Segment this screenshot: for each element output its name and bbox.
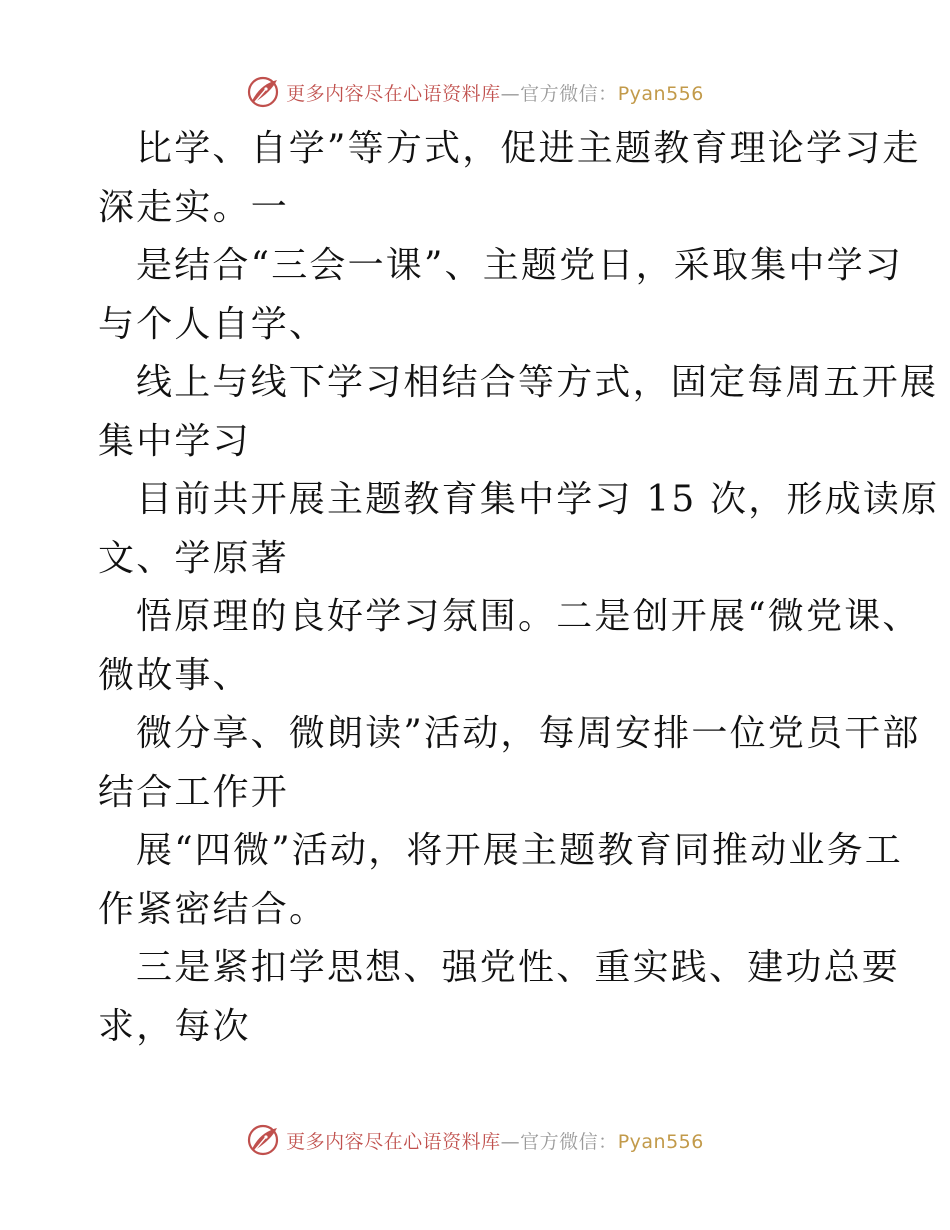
body-line: 展“四微”活动，将开展主题教育同推动业务工 bbox=[136, 830, 904, 871]
pen-nib-logo-icon bbox=[246, 75, 282, 109]
header-wechat-label: 官方微信： bbox=[520, 82, 618, 105]
footer-text bbox=[286, 1127, 704, 1154]
footer-wechat-id: Pyan556 bbox=[617, 1130, 704, 1153]
body-line: 集中学习 bbox=[98, 420, 251, 462]
body-line: 线上与线下学习相结合等方式，固定每周五开展 bbox=[136, 362, 939, 403]
footer-wechat-label: 官方微信： bbox=[520, 1130, 618, 1153]
header-dash: — bbox=[500, 82, 521, 105]
header-site-text: 更多内容尽在心语资料库 bbox=[286, 82, 501, 105]
header-text bbox=[286, 79, 704, 106]
body-line: 结合工作开 bbox=[98, 771, 290, 813]
body-line: 微分享、微朗读”活动，每周安排一位党员干部 bbox=[136, 713, 921, 754]
body-line: 三是紧扣学思想、强党性、重实践、建功总要 bbox=[136, 947, 901, 988]
footer-banner bbox=[0, 1120, 950, 1160]
pen-nib-logo-icon bbox=[246, 1123, 282, 1157]
body-line: 作紧密结合。 bbox=[98, 888, 328, 930]
body-line: 比学、自学”等方式，促进主题教育理论学习走 bbox=[136, 128, 921, 169]
header-banner bbox=[0, 72, 950, 112]
body-line: 与个人自学、 bbox=[98, 303, 328, 345]
body-line: 是结合“三会一课”、主题党日，采取集中学习 bbox=[136, 245, 904, 286]
body-line: 悟原理的良好学习氛围。二是创开展“微党课、 bbox=[136, 596, 921, 637]
footer-site-text: 更多内容尽在心语资料库 bbox=[286, 1130, 501, 1153]
document-body bbox=[98, 120, 940, 1056]
body-line: 求，每次 bbox=[98, 1005, 251, 1047]
body-line: 文、学原著 bbox=[98, 537, 290, 579]
footer-dash: — bbox=[500, 1130, 521, 1153]
header-wechat-id: Pyan556 bbox=[617, 82, 704, 105]
body-line: 微故事、 bbox=[98, 654, 251, 696]
body-line: 目前共开展主题教育集中学习 15 次，形成读原 bbox=[136, 479, 940, 520]
body-line: 深走实。一 bbox=[98, 186, 290, 228]
